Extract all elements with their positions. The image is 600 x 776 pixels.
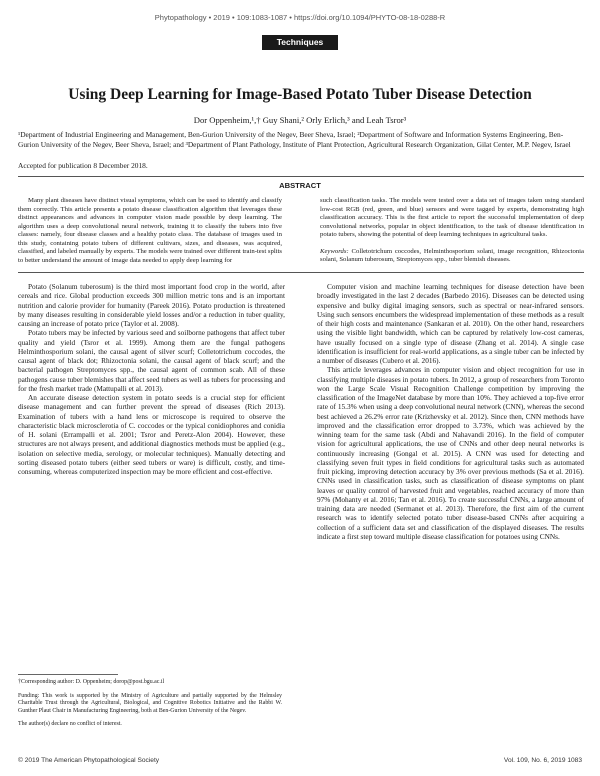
copyright: © 2019 The American Phytopathological Society — [18, 757, 160, 764]
abstract-left-column — [18, 197, 282, 265]
body-right-column — [317, 282, 584, 541]
body-paragraph: Potato (Solanum tuberosum) is the third most important food crop in the world, after cereals and rice. Global production exceeds 300 million metric tons and is an important nutrition and calorie provider for humanity (Pareek 2016). Potato production is threatened by many diseases resulting in considerable yield losses and/or a reduction in tuber quality, causing an increase of potato price (Taylor et al. 2008). — [18, 282, 285, 328]
footnotes — [18, 679, 282, 729]
abstract-right-column — [320, 197, 584, 265]
abstract-text-left: Many plant diseases have distinct visual symptoms, which can be used to identify and classify them correctly. This article presents a potato disease classification algorithm that leverages these distinct appearances and advances in computer vision made possible by deep learning. The algorithm uses a deep convolutional neural network, training it to classify the tubers into five classes: namely, four disease classes and a healthy potato class. The database of images used in this study, containing potato tubers of different cultivars, sizes, and diseases, was acquired, classified, and labeled manually by experts. The models were trained over different train-test splits to better understand the amount of image data needed to apply deep learning for — [18, 197, 283, 264]
body-paragraph: An accurate disease detection system in potato seeds is a crucial step for efficient disease management and can further prevent the spread of diseases (Rich 2013). Examination of tubers with a hand lens or microscope is required to observe the characteristic black microsclerotia of C. coccodes or the typical conidiophores and conidia of H. solani (Errampalli et al. 2001; Tsror and Peretz-Alon 2004). However, these structures are not always present, and additional diagnostics methods must be applied (e.g., isolation on selective media, serology, or molecular techniques). Manually detecting and sorting diseased potato tubers (either seed tubers or ware) is difficult, costly, and time-consuming, whereas computerized inspection may be more efficient and cost-effective. — [18, 393, 285, 476]
affiliations: ¹Department of Industrial Engineering and Management, Ben-Gurion University of the Negev, Beer Sheva, Israel; ²Department of Software and Information Systems Engineering, Ben-Gurion University of the Negev, Beer Sheva, Israel; and ³Department of Plant Pathology, Institute of Plant Protection, Agricultural Research Organization, Gilat Center, M.P. Negev, Israel — [18, 130, 571, 149]
footnote-rule — [18, 674, 118, 675]
keywords — [320, 248, 584, 265]
abstract-top-rule — [18, 176, 584, 177]
running-head: Phytopathology • 2019 • 109:1083-1087 • https://doi.org/10.1094/PHYTO-08-18-0288-R — [154, 13, 446, 22]
author-list: Dor Oppenheim,¹,† Guy Shani,² Orly Erlich,³ and Leah Tsror³ — [193, 115, 407, 125]
section-label: Techniques — [262, 35, 338, 50]
body-left-column — [18, 282, 285, 476]
article-title: Using Deep Learning for Image-Based Potato Tuber Disease Detection — [68, 86, 532, 103]
abstract-bottom-rule — [18, 272, 584, 273]
abstract-heading: ABSTRACT — [279, 181, 321, 190]
body-paragraph: Potato tubers may be infected by various seed and soilborne pathogens that affect tuber quality and yield (Tsror et al. 1999). Among them are the fungal pathogens Helminthosporium solani, the causal agent of silver scurf; Colletotrichum coccodes, the causal agent of black dot; Rhizoctonia solani, the causal agent of black scurf; and the bacterial pathogen Streptomyces spp., the causal agent of common scab. All of these pathogens cause tuber blemishes that affect seed tubers as well as tubers for processing and for the fresh market trade (Mattupalli et al. 2013). — [18, 328, 285, 393]
accepted-date: Accepted for publication 8 December 2018. — [18, 161, 148, 170]
abstract-text-right: such classification tasks. The models were tested over a data set of images taken using standard low-cost RGB (red, green, and blue) sensors and were tagged by experts, demonstrating high classification accuracy. This is the first article to report the successful implementation of deep convolutional networks, popular in object identification, to the task of disease identification in potato tubers, showing the potential of deep learning techniques in agricultural tasks. — [320, 197, 584, 238]
keywords-label: Keywords: — [320, 247, 349, 255]
issue-page: Vol. 109, No. 6, 2019 1083 — [503, 757, 582, 764]
conflict-note: The author(s) declare no conflict of interest. — [18, 721, 122, 728]
body-paragraph: Computer vision and machine learning techniques for disease detection have been broadly investigated in the last 2 decades (Barbedo 2016). Diseases can be detected using expensive and bulky digital imaging sensors, such as spectral or near-infrared sensors. Using such sensors encumbers the widespread implementation of these methods as a result of their high costs and maintenance (Sankaran et al. 2010). On the other hand, researchers using the visible light bandwidth, which can be captured by relatively low-cost cameras, have usually focused on a single type of disease (Zhang et al. 2014). A single case identification is insufficient for real-world applications, as a single tuber can be infected by a number of diseases (Cubero et al. 2016). — [317, 282, 584, 365]
funding-note: Funding: This work is supported by the Ministry of Agriculture and partially supported by the Helmsley Charitable Trust through the Agricultural, Biological, and Cognitive Robotics Initiative and the Rabbi W. Gunther Plaut Chair in Manufacturing Engineering, both at Ben-Gurion University of the Negev. — [18, 692, 282, 714]
corresponding-author: †Corresponding author: D. Oppenheim; dorop@post.bgu.ac.il — [18, 679, 165, 685]
body-paragraph: This article leverages advances in computer vision and object recognition for use in classifying multiple diseases in potato tubers. In 2012, a group of researchers from Toronto won the Large Scale Visual Recognition Challenge competition by improving the classification of the ImageNet database by more than 10%. They achieved a top-five error rate of 15.3% when using a deep convolutional neural network (CNN), whereas the second best achieved a 26.2% error rate (Krizhevsky et al. 2012). Since then, CNN methods have improved and the classification error dropped to 3.73%, which was achieved by the winning team for the same task (Abdi and Nahavandi 2016). In the field of computer vision for agricultural applications, the use of CNNs and other deep neural networks is continuously increasing (Gongal et al. 2015). A CNN was used for detecting and classifying seven fruit types in field conditions for agricultural tasks such as automated fruit picking, improving detection accuracy by 3% over previous methods (Sa et al. 2016). CNNs used in classification tasks, such as classification of disease symptoms on plant leaves or quality control of harvested fruit and vegetables, reached accuracy of more than 97% (Mohanty et al. 2016; Tan et al. 2016). To create successful CNNs, a large amount of training data are needed (Sermanet et al. 2013). Therefore, the first aim of the current research was to identify selected potato tuber disease-based CNNs after acquiring a collection of a sufficient data set and classification of the displayed diseases. The results indicate a first step toward multiple disease classification for potatoes using CNNs. — [317, 365, 584, 541]
keywords-list: Colletotrichum coccodes, Helminthosporium solani, image recognition, Rhizoctonia solani, Solanum tuberosum, Streptomyces spp., tuber blemish diseases. — [320, 247, 585, 263]
